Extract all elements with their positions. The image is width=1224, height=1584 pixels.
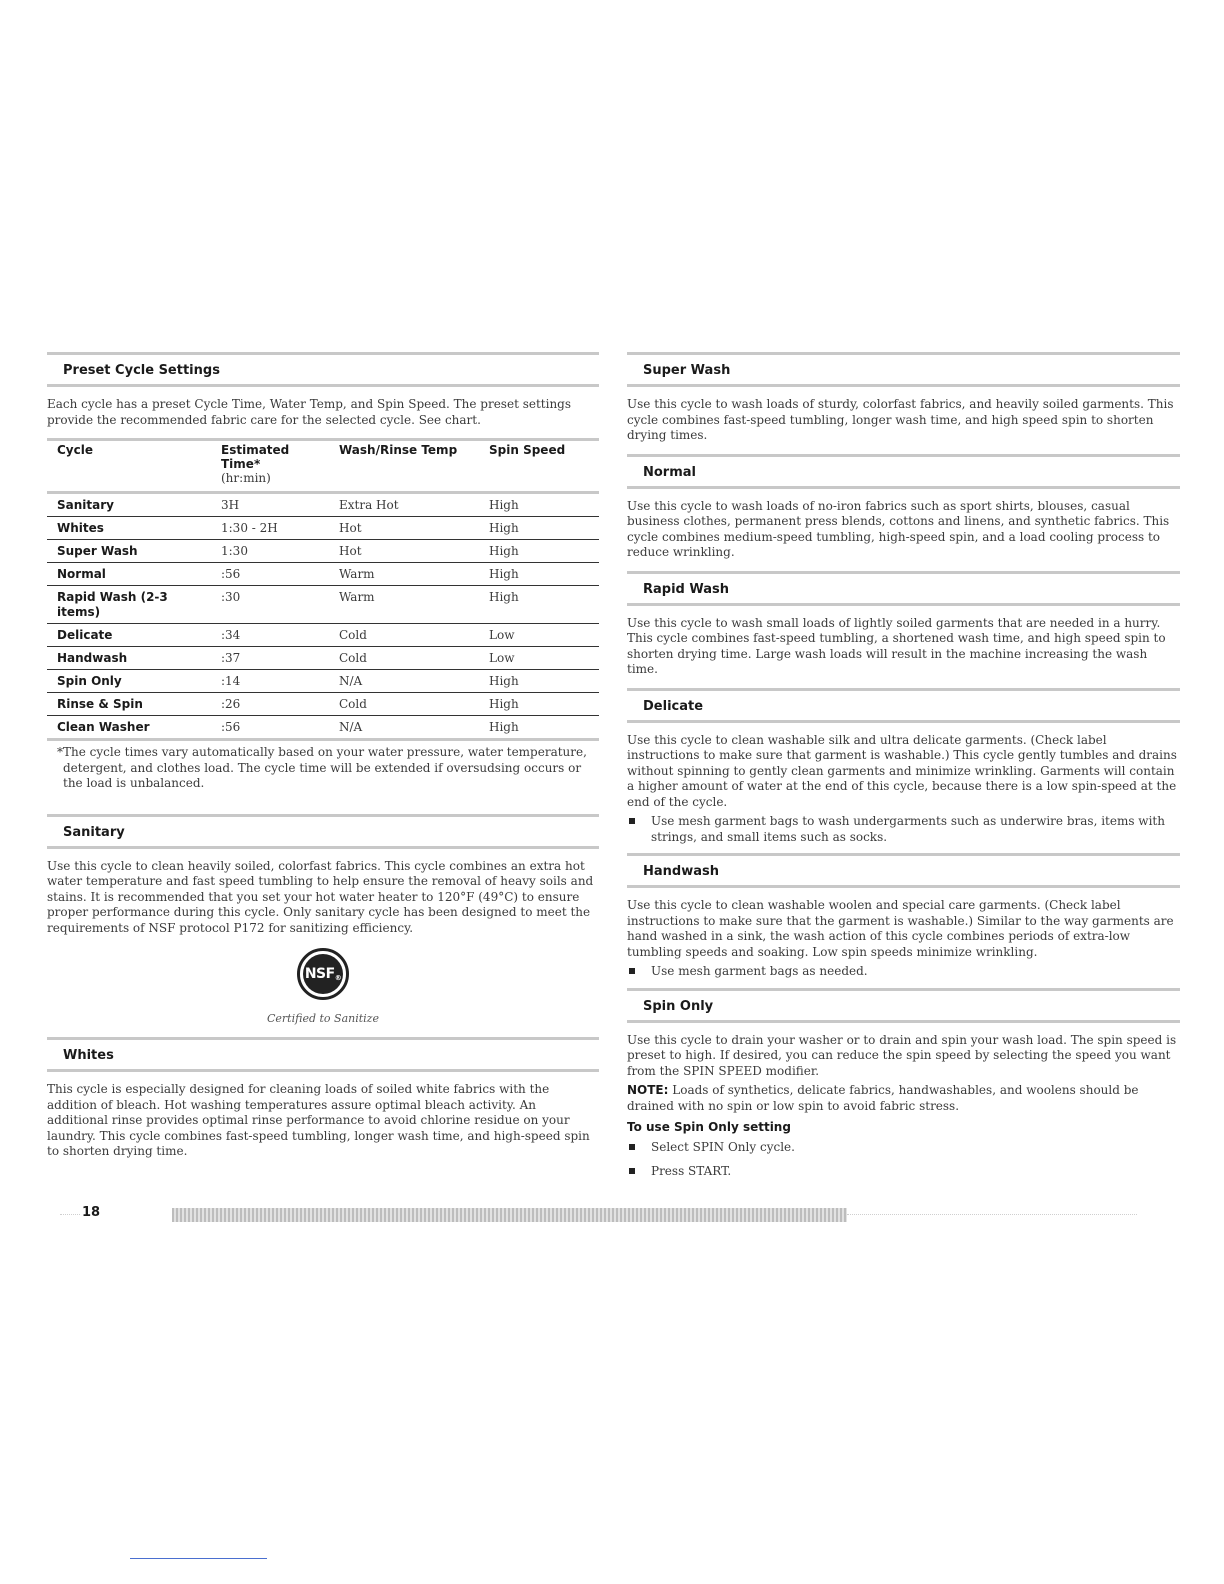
cell-time: :56 — [211, 716, 329, 740]
delicate-text: Use this cycle to clean washable silk and ultra delicate garments. (Check label instructions to make sure that garment is washable.) This cycle gently tumbles and drains without spinning to gently clean garments and minimize wrinkling. Garments will contain a higher amount of water at the end of this cycle, because there is a low spin-speed at the end of the cycle. — [627, 732, 1177, 809]
cell-temp: N/A — [329, 670, 479, 693]
footer-rule-right — [847, 1214, 1137, 1216]
nsf-logo-wrap — [47, 948, 599, 1004]
cell-spin: Low — [479, 624, 599, 647]
table-row — [47, 624, 599, 647]
left-column — [47, 352, 599, 1170]
delicate-bullets — [627, 814, 1180, 845]
cell-spin: High — [479, 540, 599, 563]
normal-heading: Normal — [627, 454, 1180, 489]
cell-spin: High — [479, 586, 599, 624]
cell-time: 1:30 - 2H — [211, 517, 329, 540]
delicate-heading: Delicate — [627, 688, 1180, 723]
cell-spin: High — [479, 670, 599, 693]
nsf-logo: NSF ® — [297, 948, 349, 1000]
cell-spin: High — [479, 693, 599, 716]
table-row — [47, 563, 599, 586]
list-item: Use mesh garment bags to wash undergarments such as underwire bras, items with strings, and small items such as socks. — [627, 814, 1180, 845]
cell-temp: Cold — [329, 624, 479, 647]
rapid-wash-heading: Rapid Wash — [627, 571, 1180, 606]
table-row — [47, 540, 599, 563]
table-row — [47, 647, 599, 670]
table-header-row — [47, 440, 599, 493]
handwash-text: Use this cycle to clean washable woolen and special care garments. (Check label instructions to make sure that the garment is washable.) Similar to the way garments are hand washed in a sink, the wash action of this cycle combines periods of extra-low tumbling speeds and soaking. Low spin speeds minimize wrinkling. — [627, 898, 1174, 959]
footer-rule-left — [60, 1214, 80, 1215]
cell-cycle: Super Wash — [47, 540, 211, 563]
cell-spin: Low — [479, 647, 599, 670]
page-underline — [130, 1558, 267, 1559]
spin-only-note: NOTE: Loads of synthetics, delicate fabrics, handwashables, and woolens should be drained with no spin or low spin to avoid fabric stress. — [627, 1083, 1139, 1113]
cell-time: 3H — [211, 493, 329, 517]
table-row — [47, 716, 599, 740]
cell-temp: Hot — [329, 540, 479, 563]
cell-cycle: Spin Only — [47, 670, 211, 693]
table-row — [47, 493, 599, 517]
sanitary-heading: Sanitary — [47, 814, 599, 849]
preset-intro: Each cycle has a preset Cycle Time, Water Temp, and Spin Speed. The preset settings provide the recommended fabric care for the selected cycle. See chart. — [47, 397, 572, 427]
right-column — [627, 352, 1180, 1187]
certified-caption: Certified to Sanitize — [267, 1012, 379, 1025]
page-number: 18 — [82, 1205, 101, 1220]
cell-spin: High — [479, 517, 599, 540]
preset-cycle-settings-heading: Preset Cycle Settings — [47, 352, 599, 387]
sanitary-text: Use this cycle to clean heavily soiled, colorfast fabrics. This cycle combines an extra hot water temperature and fast speed tumbling to help ensure the removal of heavy soils and stains. It is recommended that you set your hot water heater to 120°F (49°C) to ensure proper performance during this cycle. Only sanitary cycle has been designed to meet the requirements of NSF protocol P172 for sanitizing efficiency. — [47, 858, 594, 935]
cell-temp: Cold — [329, 693, 479, 716]
cell-time: :56 — [211, 563, 329, 586]
rapid-wash-text: Use this cycle to wash small loads of lightly soiled garments that are needed in a hurry. This cycle combines fast-speed tumbling, a shortened wash time, and high speed spin to shorten drying time. Large wash loads will result in the machine increasing the wash time. — [627, 615, 1166, 676]
cell-temp: Extra Hot — [329, 493, 479, 517]
cell-cycle: Whites — [47, 517, 211, 540]
cell-time: :37 — [211, 647, 329, 670]
table-row — [47, 586, 599, 624]
col-header-cycle: Cycle — [47, 440, 211, 493]
footer-bar — [172, 1208, 847, 1222]
super-wash-heading: Super Wash — [627, 352, 1180, 387]
list-item: Select SPIN Only cycle. — [627, 1140, 1180, 1156]
whites-text: This cycle is especially designed for cleaning loads of soiled white fabrics with the addition of bleach. Hot washing temperatures assure optimal bleach activity. An additional rinse provides optimal rinse performance to avoid chlorine residue on your laundry. This cycle combines fast-speed tumbling, longer wash time, and high-speed spin to shorten drying time. — [47, 1082, 590, 1158]
cycle-time-footnote: *The cycle times vary automatically based on your water pressure, water temperature, detergent, and clothes load. The cycle time will be extended if oversudsing occurs or the load is unbalanced. — [57, 745, 587, 790]
cell-temp: Hot — [329, 517, 479, 540]
cycle-settings-table — [47, 438, 599, 741]
cell-time: :14 — [211, 670, 329, 693]
col-header-spin: Spin Speed — [479, 440, 599, 493]
cell-cycle: Sanitary — [47, 493, 211, 517]
table-row — [47, 517, 599, 540]
col-header-temp: Wash/Rinse Temp — [329, 440, 479, 493]
cell-temp: Cold — [329, 647, 479, 670]
page-footer — [60, 1205, 1140, 1227]
spin-only-steps — [627, 1140, 1180, 1179]
spin-only-text: Use this cycle to drain your washer or to drain and spin your wash load. The spin speed is preset to high. If desired, you can reduce the spin speed by selecting the speed you want from the SPIN SPEED modifier. — [627, 1032, 1177, 1078]
cell-cycle: Normal — [47, 563, 211, 586]
cell-spin: High — [479, 493, 599, 517]
cell-time: :34 — [211, 624, 329, 647]
handwash-bullets — [627, 964, 1180, 980]
spin-only-setting-heading: To use Spin Only setting — [627, 1120, 791, 1134]
cell-time: :30 — [211, 586, 329, 624]
cell-cycle: Clean Washer — [47, 716, 211, 740]
cell-time: 1:30 — [211, 540, 329, 563]
cell-cycle: Rinse & Spin — [47, 693, 211, 716]
cell-cycle: Handwash — [47, 647, 211, 670]
list-item: Press START. — [627, 1164, 1180, 1180]
table-row — [47, 693, 599, 716]
cell-temp: Warm — [329, 586, 479, 624]
list-item: Use mesh garment bags as needed. — [627, 964, 1180, 980]
cell-spin: High — [479, 716, 599, 740]
cell-spin: High — [479, 563, 599, 586]
super-wash-text: Use this cycle to wash loads of sturdy, colorfast fabrics, and heavily soiled garments. This cycle combines fast-speed tumbling, longer wash time, and high speed spin to shorten drying times. — [627, 397, 1174, 442]
col-header-time: Estimated Time* (hr:min) — [211, 440, 329, 493]
spin-only-heading: Spin Only — [627, 988, 1180, 1023]
cell-cycle: Delicate — [47, 624, 211, 647]
cell-time: :26 — [211, 693, 329, 716]
cell-temp: N/A — [329, 716, 479, 740]
cell-temp: Warm — [329, 563, 479, 586]
table-row — [47, 670, 599, 693]
normal-text: Use this cycle to wash loads of no-iron fabrics such as sport shirts, blouses, casual business clothes, permanent press blends, cottons and linens, and synthetic fabrics. This cycle combines medium-speed tumbling, high-speed spin, and a load cooling process to reduce wrinkling. — [627, 498, 1170, 559]
cell-cycle: Rapid Wash (2-3 items) — [47, 586, 211, 624]
whites-heading: Whites — [47, 1037, 599, 1072]
handwash-heading: Handwash — [627, 853, 1180, 888]
